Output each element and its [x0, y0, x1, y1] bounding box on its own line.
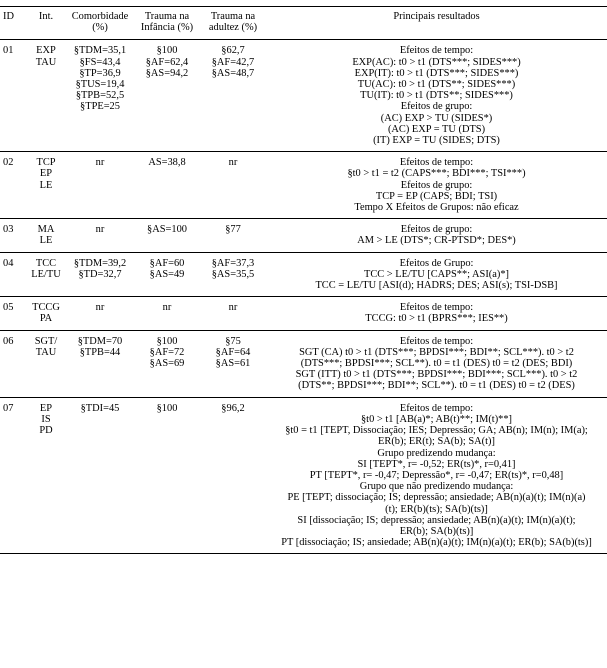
table-row: [0, 40, 607, 152]
comorbidity-cell: [66, 297, 134, 330]
adult-trauma-cell-line: §AS=35,5: [211, 268, 255, 280]
comorbidity-cell-line: §TDM=70: [77, 335, 123, 347]
results-cell-line: SGT (ITT) t0 > t1 (DTS***; BPDSI***; BDI***; SCL***). t0 > t2: [295, 369, 578, 381]
results-cell-line: Efeitos de tempo:: [399, 157, 474, 169]
comorbidity-cell-line: nr: [95, 224, 105, 236]
childhood-trauma-cell-line: §AS=69: [149, 358, 185, 370]
intervention-cell: [26, 40, 66, 152]
results-cell-line: EXP(AC): t0 > t1 (DTS***; SIDES***): [352, 56, 521, 68]
header-id: ID: [3, 11, 14, 22]
intervention-cell-line: IS: [41, 413, 51, 425]
results-cell-line: Efeitos de Grupo:: [399, 257, 474, 269]
table-body: [0, 40, 607, 554]
childhood-trauma-cell-line: §AS=49: [149, 268, 185, 280]
intervention-cell-line: TAU: [35, 56, 57, 68]
childhood-trauma-cell-line: §AF=62,4: [145, 56, 189, 68]
childhood-trauma-cell-line: §AS=100: [147, 224, 187, 236]
intervention-cell-line: LE: [39, 235, 53, 247]
results-cell-line: TCCG: t0 > t1 (BPRS***; IES**): [365, 313, 508, 325]
comorbidity-cell-line: §TD=32,7: [78, 268, 122, 280]
adult-trauma-cell: [200, 219, 266, 252]
adult-trauma-cell: [200, 152, 266, 219]
comorbidity-cell-line: §TUS=19,4: [75, 79, 125, 91]
results-cell-line: Tempo X Efeitos de Grupos: não eficaz: [354, 202, 519, 214]
comorbidity-cell-line: nr: [95, 157, 105, 169]
adult-trauma-cell: [200, 252, 266, 297]
results-cell-line: ER(b); ER(t); SA(b); SA(t)]: [378, 436, 495, 448]
table-row: [0, 330, 607, 397]
results-cell-line: PE [TEPT; dissociação; IS; depressão; ansiedade; AB(n)(a)(t); IM(n)(a): [287, 492, 586, 504]
comorbidity-cell: [66, 40, 134, 152]
results-cell-line: (AC) EXP > TU (SIDES*): [380, 112, 493, 124]
comorbidity-cell-line: §TP=36,9: [79, 67, 121, 79]
results-cell-line: PT [TEPT*, r= -0,47; Depressão*, r= -0,47; ER(ts)*, r=0,48]: [309, 469, 564, 481]
childhood-trauma-cell-line: AS=38,8: [148, 157, 186, 169]
adult-trauma-cell-line: §AS=48,7: [211, 67, 255, 79]
row-id: 01: [3, 45, 14, 57]
header-comorbidade: Comorbidade (%): [71, 11, 129, 34]
results-cell-line: SI [TEPT*, r= -0,52; ER(ts)*, r=0,41]: [357, 458, 516, 470]
row-id: 06: [3, 335, 14, 347]
comorbidity-cell: [66, 330, 134, 397]
intervention-cell-line: EP: [39, 168, 53, 180]
results-cell-line: AM > LE (DTS*; CR-PTSD*; DES*): [357, 235, 516, 247]
results-cell-line: Grupo que não predizendo mudança:: [359, 481, 514, 493]
results-cell: [266, 152, 607, 219]
adult-trauma-cell-line: §AS=61: [215, 358, 251, 370]
childhood-trauma-cell-line: §100: [156, 402, 178, 414]
results-cell-line: (DTS**; BPDSI***; BDI**; SCL**). t0 = t1 (DES) t0 = t2 (DES): [298, 380, 575, 392]
childhood-trauma-cell-line: §AS=94,2: [145, 67, 189, 79]
results-table: [0, 6, 607, 554]
results-cell: [266, 330, 607, 397]
results-cell-line: Efeitos de tempo:: [399, 45, 474, 57]
adult-trauma-cell-line: §75: [225, 335, 241, 347]
results-cell-line: §t0 = t1 [TEPT, Dissociação; IES; Depressão; GA; AB(n); IM(n); IM(a);: [285, 425, 588, 437]
results-cell-line: Efeitos de tempo:: [399, 335, 474, 347]
intervention-cell: [26, 297, 66, 330]
adult-trauma-cell-line: nr: [228, 302, 238, 314]
results-cell: [266, 252, 607, 297]
intervention-cell-line: TCCG: [32, 302, 60, 314]
adult-trauma-cell: [200, 297, 266, 330]
comorbidity-cell-line: §TDM=35,1: [73, 45, 127, 57]
table-row: [0, 397, 607, 554]
table-row: [0, 152, 607, 219]
adult-trauma-cell-line: nr: [228, 157, 238, 169]
adult-trauma-cell-line: §AF=42,7: [211, 56, 255, 68]
childhood-trauma-cell: [134, 40, 200, 152]
results-cell: [266, 297, 607, 330]
comorbidity-cell-line: §TPB=44: [79, 346, 121, 358]
intervention-cell-line: PD: [39, 425, 53, 437]
childhood-trauma-cell: [134, 152, 200, 219]
results-cell-line: (IT) EXP = TU (SIDES; DTS): [373, 135, 500, 147]
childhood-trauma-cell-line: §AF=60: [149, 257, 185, 269]
intervention-cell-line: PA: [39, 313, 53, 325]
intervention-cell: [26, 152, 66, 219]
results-cell-line: EXP(IT): t0 > t1 (DTS***; SIDES***): [354, 67, 519, 79]
childhood-trauma-cell-line: nr: [162, 302, 172, 314]
childhood-trauma-cell-line: §AF=72: [149, 346, 185, 358]
header-int: Int.: [38, 11, 54, 22]
intervention-cell-line: EXP: [36, 45, 56, 57]
results-cell: [266, 397, 607, 554]
intervention-cell-line: MA: [37, 224, 55, 236]
results-cell: [266, 40, 607, 152]
childhood-trauma-cell: [134, 297, 200, 330]
comorbidity-cell-line: §TDM=39,2: [73, 257, 127, 269]
results-cell-line: Grupo predizendo mudança:: [377, 447, 496, 459]
results-cell-line: TCC = LE/TU [ASI(d); HADRS; DES; ASI(s); TSI-DSB]: [315, 280, 558, 292]
row-id: 02: [3, 157, 14, 169]
childhood-trauma-cell: [134, 330, 200, 397]
comorbidity-cell-line: §TPB=52,5: [75, 90, 125, 102]
results-cell-line: Efeitos de tempo:: [399, 302, 474, 314]
table-row: [0, 297, 607, 330]
adult-trauma-cell-line: §77: [225, 224, 241, 236]
intervention-cell: [26, 397, 66, 554]
comorbidity-cell-line: §TPE=25: [80, 101, 120, 113]
results-cell-line: TCP = EP (CAPS; BDI; TSI): [375, 190, 498, 202]
adult-trauma-cell-line: §AF=64: [215, 346, 251, 358]
header-trauma-adultez: Trauma na adultez (%): [208, 11, 258, 34]
row-id: 03: [3, 224, 14, 236]
adult-trauma-cell: [200, 330, 266, 397]
results-cell-line: (DTS***; BPDSI***; SCL**). t0 = t1 (DES) t0 = t2 (DES; BDI): [300, 358, 573, 370]
childhood-trauma-cell-line: §100: [156, 335, 178, 347]
results-cell-line: PT [dissociação; IS; ansiedade; AB(n)(a)(t); IM(n)(a)(t); ER(b); SA(b)(ts)]: [281, 537, 592, 549]
results-cell-line: §t0 > t1 = t2 (CAPS***; BDI***; TSI***): [347, 168, 526, 180]
table-row: [0, 252, 607, 297]
intervention-cell-line: EP: [39, 402, 53, 414]
results-cell-line: Efeitos de tempo:: [399, 402, 474, 414]
results-cell-line: (t); ER(b)(ts); SA(b)(ts)]: [385, 503, 488, 515]
childhood-trauma-cell-line: §100: [156, 45, 178, 57]
comorbidity-cell-line: nr: [95, 302, 105, 314]
adult-trauma-cell: [200, 40, 266, 152]
comorbidity-cell: [66, 397, 134, 554]
results-cell-line: SI [dissociação; IS; depressão; ansiedade; AB(n)(a)(t); IM(n)(a)(t);: [297, 514, 576, 526]
adult-trauma-cell-line: §96,2: [221, 402, 245, 414]
intervention-cell: [26, 252, 66, 297]
intervention-cell-line: TCC: [35, 257, 57, 269]
table-row: [0, 219, 607, 252]
intervention-cell-line: LE/TU: [31, 268, 61, 280]
comorbidity-cell: [66, 252, 134, 297]
results-cell-line: Efeitos de grupo:: [400, 101, 473, 113]
header-resultados: Principais resultados: [393, 11, 480, 22]
intervention-cell-line: TCP: [36, 157, 56, 169]
cropped-caption-remnant: [0, 0, 607, 4]
intervention-cell-line: TAU: [35, 346, 57, 358]
header-row: [0, 7, 607, 40]
comorbidity-cell: [66, 152, 134, 219]
comorbidity-cell-line: §FS=43,4: [79, 56, 121, 68]
intervention-cell: [26, 219, 66, 252]
intervention-cell: [26, 330, 66, 397]
childhood-trauma-cell: [134, 397, 200, 554]
intervention-cell-line: SGT/: [34, 335, 58, 347]
results-cell-line: ER(b); SA(b)(ts)]: [399, 525, 474, 537]
row-id: 07: [3, 402, 14, 414]
header-trauma-infancia: Trauma na Infância (%): [140, 11, 194, 34]
intervention-cell-line: LE: [39, 179, 53, 191]
row-id: 05: [3, 302, 14, 314]
childhood-trauma-cell: [134, 219, 200, 252]
childhood-trauma-cell: [134, 252, 200, 297]
comorbidity-cell: [66, 219, 134, 252]
results-cell-line: (AC) EXP = TU (DTS): [387, 123, 486, 135]
row-id: 04: [3, 257, 14, 269]
results-cell-line: Efeitos de grupo:: [400, 179, 473, 191]
results-cell-line: TCC > LE/TU [CAPS**; ASI(a)*]: [364, 268, 509, 280]
results-cell: [266, 219, 607, 252]
results-cell-line: SGT (CA) t0 > t1 (DTS***; BPDSI***; BDI**; SCL***). t0 > t2: [299, 346, 574, 358]
results-cell-line: TU(AC): t0 > t1 (DTS**; SIDES***): [357, 79, 516, 91]
comorbidity-cell-line: §TDI=45: [80, 402, 120, 414]
results-cell-line: §t0 > t1 [AB(a)*; AB(t)**; IM(t)**]: [360, 413, 513, 425]
results-cell-line: TU(IT): t0 > t1 (DTS**; SIDES***): [360, 90, 513, 102]
adult-trauma-cell-line: §62,7: [221, 45, 245, 57]
adult-trauma-cell: [200, 397, 266, 554]
adult-trauma-cell-line: §AF=37,3: [211, 257, 255, 269]
results-cell-line: Efeitos de grupo:: [400, 224, 473, 236]
